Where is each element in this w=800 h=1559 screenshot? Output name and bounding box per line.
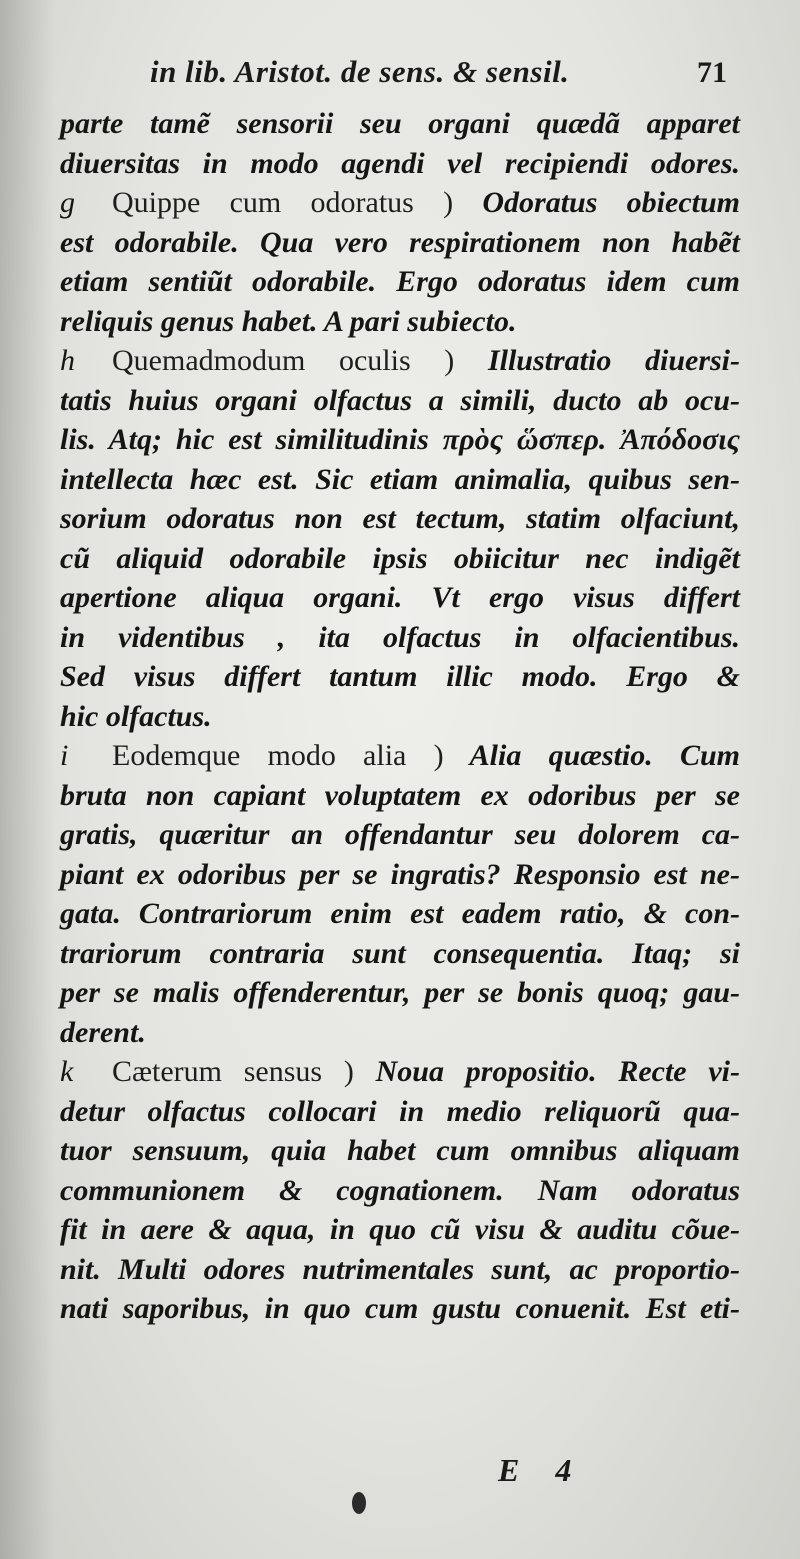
line-text: parte tamẽ sensorii seu organi quædã apparet (60, 107, 740, 140)
line-text: nit. Multi odores nutrimentales sunt, ac proportio- (60, 1252, 740, 1286)
ink-blot (352, 1492, 366, 1514)
line-text: piant ex odoribus per se ingratis? Responsio est ne- (60, 857, 740, 891)
text-line (60, 973, 740, 1013)
text-line (60, 1210, 740, 1250)
signature-mark: E 4 (498, 1452, 586, 1488)
text-line (60, 1171, 740, 1211)
line-text: gata. Contrariorum enim est eadem ratio, & con- (60, 897, 740, 930)
page-number: 71 (697, 56, 727, 89)
line-text: intellecta hæc est. Sic etiam animalia, quibus sen- (60, 462, 740, 496)
text-line (60, 381, 740, 421)
text-line (60, 104, 740, 144)
text-line (60, 697, 740, 737)
text-line (60, 539, 740, 579)
line-text: communionem & cognationem. Nam odoratus (60, 1173, 740, 1207)
text-line (60, 341, 740, 381)
line-text: est odorabile. Qua vero respirationem non habẽt (60, 225, 740, 259)
note-letter: g (60, 186, 75, 219)
line-text: fit in aere & aqua, in quo cũ visu & auditu cõue- (60, 1213, 740, 1246)
line-text: hic olfactus. (60, 699, 212, 733)
line-text: sorium odoratus non est tectum, statim olfaciunt, (60, 502, 740, 535)
line-text: Sed visus differt tantum illic modo. Ergo & (60, 660, 740, 693)
page-footer (0, 1452, 800, 1497)
text-line (60, 262, 740, 302)
line-text: bruta non capiant voluptatem ex odoribus per se (60, 778, 740, 812)
text-line (60, 934, 740, 974)
text-line (60, 460, 740, 500)
line-text: lis. Atq; hic est similitudinis πρὸς ὥσπερ. Ἀπόδοσις (60, 423, 740, 456)
text-line (60, 618, 740, 658)
line-text: in videntibus , ita olfactus in olfacientibus. (60, 620, 740, 654)
text-line (60, 1052, 740, 1092)
text-line (60, 223, 740, 263)
text-line (60, 657, 740, 697)
text-line (60, 420, 740, 460)
lemma: Quemadmodum oculis ) (112, 344, 455, 377)
line-text: Odoratus obiectum (482, 186, 741, 219)
line-text: apertione aliqua organi. Vt ergo visus differt (60, 581, 740, 614)
line-text: reliquis genus habet. A pari subiecto. (60, 304, 517, 338)
line-text: tuor sensuum, quia habet cum omnibus aliquam (60, 1134, 740, 1167)
text-line (60, 144, 740, 184)
line-text: Noua propositio. Recte vi- (375, 1055, 741, 1088)
line-text: detur olfactus collocari in medio reliquorũ qua- (60, 1094, 740, 1128)
line-text: Illustratio diuersi- (487, 344, 741, 377)
text-line (60, 1289, 740, 1329)
text-line (60, 776, 740, 816)
text-line (60, 855, 740, 895)
line-text: trariorum contraria sunt consequentia. Itaq; si (60, 936, 740, 970)
text-line (60, 815, 740, 855)
text-line (60, 1013, 740, 1053)
line-text: derent. (60, 1015, 146, 1049)
running-title: in lib. Aristot. de sens. & sensil. (150, 54, 570, 89)
gutter-shadow (0, 0, 55, 1559)
line-text: etiam sentiũt odorabile. Ergo odoratus idem cum (60, 265, 740, 298)
lemma: Quippe cum odoratus ) (112, 186, 454, 219)
text-line (60, 499, 740, 539)
line-text: diuersitas in modo agendi vel recipiendi odores. (60, 146, 740, 180)
text-line (60, 1131, 740, 1171)
line-text: Alia quæstio. Cum (469, 739, 741, 772)
lemma: Eodemque modo alia ) (112, 739, 444, 772)
line-text: per se malis offenderentur, per se bonis quoq; gau- (60, 976, 740, 1009)
text-line (60, 736, 740, 776)
note-letter: k (60, 1055, 74, 1088)
text-line (60, 302, 740, 342)
text-line (60, 578, 740, 618)
running-head (0, 50, 800, 100)
line-text: cũ aliquid odorabile ipsis obiicitur nec indigẽt (60, 541, 740, 575)
commentary-text (60, 104, 740, 1329)
line-text: tatis huius organi olfactus a simili, ducto ab ocu- (60, 383, 740, 417)
line-text: gratis, quæritur an offendantur seu dolorem ca- (60, 818, 740, 851)
line-text: nati saporibus, in quo cum gustu conuenit. Est eti- (60, 1292, 740, 1325)
text-line (60, 894, 740, 934)
text-line (60, 1092, 740, 1132)
note-letter: h (60, 344, 75, 377)
lemma: Cæterum sensus ) (112, 1055, 354, 1088)
text-line (60, 183, 740, 223)
note-letter: i (60, 739, 69, 772)
text-line (60, 1250, 740, 1290)
